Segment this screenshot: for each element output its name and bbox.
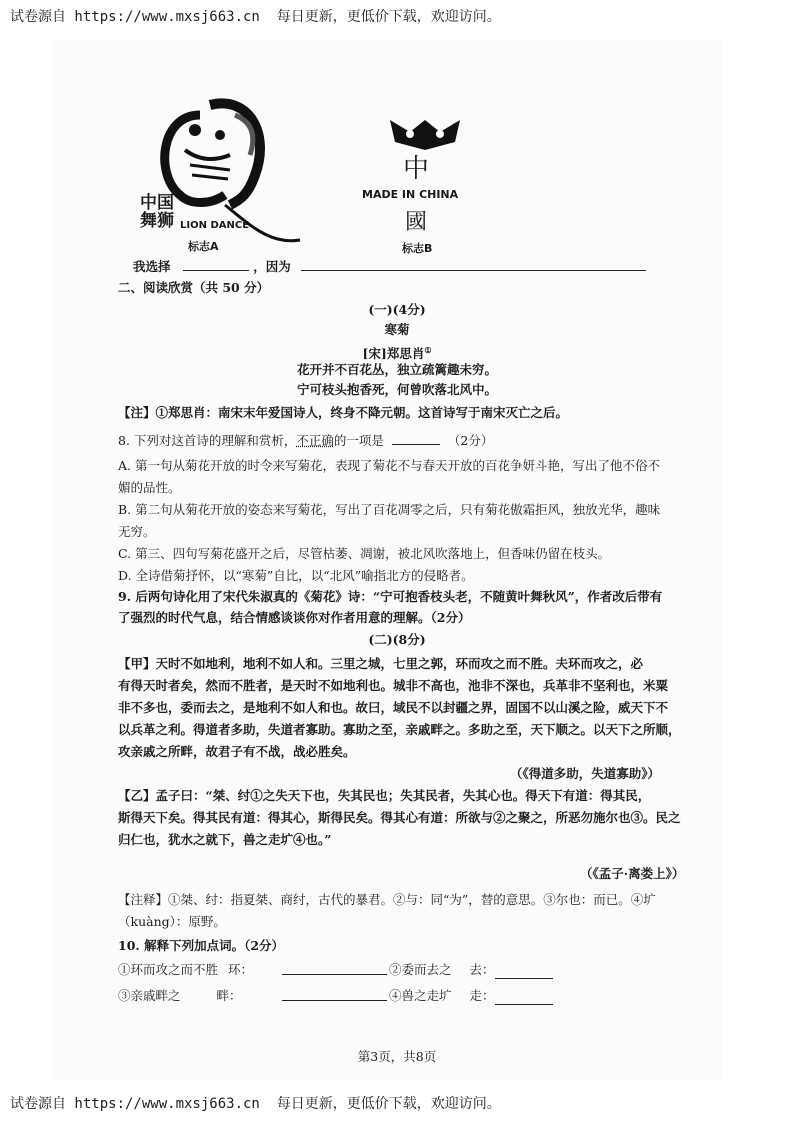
watermark-top: 试卷源自 https://www.mxsj663.cn 每日更新，更低价下载，欢迎访问。 <box>10 9 501 25</box>
q10-item-3-text: ③亲戚畔之 <box>118 988 181 1003</box>
lion-dance-logo <box>130 95 310 255</box>
q10-item-1-word: 环： <box>228 962 254 977</box>
q10-item-3 <box>118 988 242 1004</box>
q10-item-1-text: ①环而攻之而不胜 <box>118 962 219 977</box>
q10-item-4-text: ④兽之走圹 <box>389 988 452 1003</box>
q8-option-b-line-2: 无穷。 <box>118 524 156 539</box>
q8-option-c: C. 第三、四句写菊花盛开之后，尽管枯萎、凋谢，被北风吹落地上，但香味仍留在枝头。 <box>118 546 611 561</box>
poem-author <box>0 342 794 362</box>
logo-a-english: LION DANCE <box>180 220 250 231</box>
q8-option-a-line-1: A. 第一句从菊花开放的时令来写菊花，表现了菊花不与春天开放的百花争妍斗艳，写出了他不俗不 <box>118 458 660 473</box>
q10-item-2-word: 去： <box>469 962 495 977</box>
poem-line-2: 宁可枝头抱香死，何曾吹落北风中。 <box>296 382 497 397</box>
poem-title: 寒菊 <box>384 322 410 337</box>
reason-answer-blank[interactable] <box>301 258 646 271</box>
yi-source: （《孟子·离娄上》） <box>580 866 685 881</box>
poem-author-note-mark: ① <box>424 345 432 355</box>
jia-line-5: 攻亲戚之所畔，故君子有不战，战必胜矣。 <box>118 744 356 759</box>
q10-item-3-word: 畔： <box>216 988 242 1003</box>
choice-answer-blank[interactable] <box>183 258 249 271</box>
q10-item-2-text: ②委而去之 <box>389 962 452 977</box>
jia-line-2: 有得天时者矣，然而不胜者，是天时不如地利也。城非不高也，池非不深也，兵革非不坚利也，米粟 <box>118 678 669 693</box>
q8-stem-end: 的一项是 <box>333 433 384 448</box>
page-number: 第3页，共8页 <box>357 1049 437 1064</box>
q10-item-1 <box>118 962 253 978</box>
q8-answer-blank[interactable] <box>392 432 440 445</box>
q8-stem-emphasis: 不正确 <box>296 433 334 448</box>
logo-b-caption: 标志B <box>402 242 433 255</box>
part1-heading: (一)(4分) <box>368 302 426 317</box>
jia-source: （《得道多助，失道寡助》） <box>510 766 661 781</box>
q8-option-b-line-1: B. 第二句从菊花开放的姿态来写菊花，写出了百花凋零之后，只有菊花傲霜拒风，独放光华，趣味 <box>118 502 661 517</box>
choice-label: 我选择 <box>133 259 171 274</box>
logo-a-title-2: 舞狮 <box>140 211 174 231</box>
q10-item-2 <box>389 962 495 978</box>
q10-item-4-blank[interactable] <box>495 992 553 1005</box>
logo-a-title-1: 中国 <box>140 193 174 213</box>
q10-item-4-word: 走： <box>469 988 495 1003</box>
yi-line-1: 【乙】孟子曰：“桀、纣①之失天下也，失其民也；失其民者，失其心也。得天下有道：得其民， <box>118 788 651 803</box>
logo-a-caption: 标志A <box>188 240 219 253</box>
q10-item-1-blank[interactable] <box>282 962 387 975</box>
poem-line-1: 花开并不百花丛，独立疏篱趣未穷。 <box>296 362 497 377</box>
q8-stem-text: 8. 下列对这首诗的理解和赏析， <box>118 433 297 448</box>
jia-line-1: 【甲】天时不如地利，地利不如人和。三里之城，七里之郭，环而攻之而不胜。夫环而攻之，必 <box>118 656 644 671</box>
yi-line-2: 斯得天下矣。得其民有道：得其心，斯得民矣。得其心有道：所欲与②之聚之，所恶勿施尔也③。民之 <box>118 810 681 825</box>
q9-line-1: 9. 后两句诗化用了宋代朱淑真的《菊花》诗：“宁可抱香枝头老，不随黄叶舞秋风”，作者改后带有 <box>118 589 663 604</box>
q10-stem: 10. 解释下列加点词。（2分） <box>118 938 285 953</box>
q8-option-d: D. 全诗借菊抒怀，以“寒菊”自比，以“北风”喻指北方的侵略者。 <box>118 568 474 583</box>
jia-line-3: 非不多也，委而去之，是地利不如人和也。故曰，域民不以封疆之界，固国不以山溪之险，威天下不 <box>118 700 669 715</box>
logo-b-bottom-char: 國 <box>405 210 428 235</box>
section-heading: 二、阅读欣赏（共 50 分） <box>118 280 270 295</box>
jia-line-4: 以兵革之利。得道者多助，失道者寡助。寡助之至，亲戚畔之。多助之至，天下顺之。以天下之所顺， <box>118 722 681 737</box>
question-8-stem <box>118 432 493 449</box>
part2-heading: (二)(8分) <box>368 632 426 647</box>
q8-option-a-line-2: 媚的品性。 <box>118 480 181 495</box>
q10-item-3-blank[interactable] <box>282 988 387 1001</box>
q8-score: （2分） <box>447 433 494 448</box>
annotation-line-1: 【注释】①桀、纣：指夏桀、商纣，古代的暴君。②与：同“为”，替的意思。③尔也：而已。④圹 <box>118 892 656 907</box>
q9-line-2: 了强烈的时代气息，结合情感谈谈你对作者用意的理解。（2分） <box>118 610 471 625</box>
logo-b-english: MADE IN CHINA <box>362 188 459 201</box>
yi-line-3: 归仁也，犹水之就下，兽之走圹④也。” <box>118 832 332 847</box>
q10-item-4 <box>389 988 495 1004</box>
poem-author-name: [宋]郑思肖 <box>362 346 425 362</box>
logo-choice-line <box>133 258 646 275</box>
logo-b-top-char: 中 <box>403 154 430 184</box>
watermark-bottom: 试卷源自 https://www.mxsj663.cn 每日更新，更低价下载，欢迎访问。 <box>10 1096 501 1112</box>
annotation-line-2: （kuàng）：原野。 <box>118 914 226 929</box>
poem-note: 【注】①郑思肖：南宋末年爱国诗人，终身不降元朝。这首诗写于南宋灭亡之后。 <box>118 405 569 420</box>
q10-item-2-blank[interactable] <box>495 966 553 979</box>
choice-because: ，因为 <box>253 259 291 274</box>
